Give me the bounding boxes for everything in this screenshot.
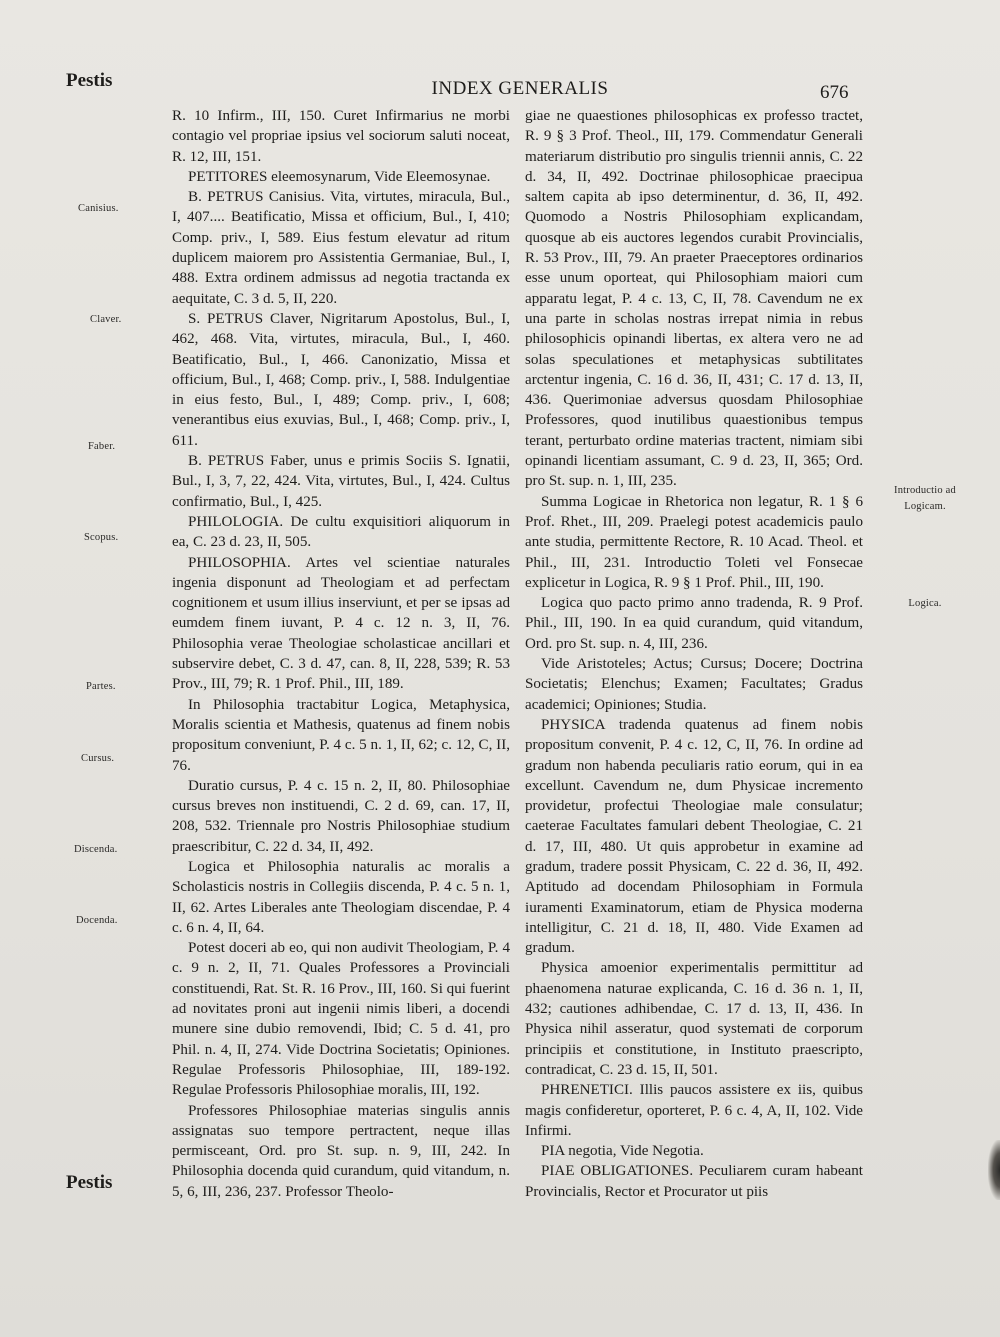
entry-vide-references: Vide Aristoteles; Actus; Cursus; Docere; Doctrina Societatis; Elenchus; Examen; Facultates; Gradus academici; Opiniones; Studia. bbox=[525, 656, 863, 713]
entry-philosophia-discenda: Logica et Philosophia naturalis ac moralis a Scholasticis nostris in Collegiis discenda, P. 4 c. 5 n. 1, II, 62. Artes Liberales ante Theologiam discendae, P. 4 c. 6 n. 4, II, 64. bbox=[172, 858, 510, 936]
entry-pia-negotia: PIA negotia, Vide Negotia. bbox=[541, 1143, 704, 1160]
entry-summa-logicae: Summa Logicae in Rhetorica non legatur, R. 1 § 6 Prof. Rhet., III, 209. Praelegi potest academicis paulo ante studia, permittente Rectore, R. 10 Acad. Theol. et Phil., III, 231. Introductio Toleti vel Fonsecae explicetur in Logica, R. 9 § 1 Prof. Phil., III, 190. bbox=[525, 493, 863, 591]
entry-petrus-canisius: B. PETRUS Canisius. Vita, virtutes, miracula, Bul., I, 407.... Beatificatio, Missa et officium, Bul., I, 410; Comp. priv., I, 589. Eius festum elevatur ad ritum duplicem maiorem pro Assistentia Germaniae, Bul., I, 488. Extra ordinem admissus ad negotia tractanda ex aequitate, C. 3 d. 5, II, 220. bbox=[172, 189, 510, 307]
entry-philosophia: PHILOSOPHIA. Artes vel scientiae naturales ingenia disponunt ad Theologiam et ad perfectam cognitionem et usum illius inserviunt, et per se ipsas ad eumdem finem iuvant, P. 4 c. 12 n. 3, II, 76. Philosophia verae Theologiae scholasticae ancillari et subservire debet, C. 3 d. 47, can. 8, II, 228, 539; R. 53 Prov., III, 79; R. 1 Prof. Phil., III, 189. bbox=[172, 554, 510, 693]
entry-continuation: R. 10 Infirm., III, 150. Curet Infirmarius ne morbi contagio vel propriae ipsius vel sociorum saluti noceat, R. 12, III, 151. bbox=[172, 108, 510, 165]
page-title: INDEX GENERALIS bbox=[431, 78, 609, 99]
entry-philosophia-partes: In Philosophia tractabitur Logica, Metaphysica, Moralis scientia et Mathesis, quatenus ad finem nobis propositum conveniunt, P. 4 c. 5 n. 1, II, 62; c. 12, C, II, 76. bbox=[172, 696, 510, 774]
entry-piae-obligationes: PIAE OBLIGATIONES. Peculiarem curam habeant Provincialis, Rector et Procurator ut piis bbox=[525, 1163, 863, 1200]
margin-note-cursus: Cursus. bbox=[81, 753, 115, 764]
left-column bbox=[172, 106, 510, 1202]
margin-note-canisius: Canisius. bbox=[78, 203, 119, 214]
running-head-top: Pestis bbox=[66, 70, 113, 91]
margin-note-discenda: Discenda. bbox=[74, 844, 118, 855]
right-column bbox=[525, 106, 863, 1202]
margin-note-logica: Logica. bbox=[908, 598, 942, 609]
margin-note-partes: Partes. bbox=[86, 681, 116, 692]
running-head-bottom: Pestis bbox=[66, 1172, 113, 1193]
margin-note-docenda: Docenda. bbox=[76, 915, 118, 926]
entry-petitores: PETITORES eleemosynarum, Vide Eleemosynae. bbox=[188, 168, 491, 185]
entry-physica-experimentalis: Physica amoenior experimentalis permittitur ad phaenomena naturae explicanda, C. 16 d. 36 n. 1, II, 432; cautiones adhibendae, C. 17 d. 13, II, 436. In Physica nihil asseratur, quod systemati de corporum principiis et constitutione, in Instituto praescripto, contradicat, C. 23 d. 15, II, 501. bbox=[525, 960, 863, 1078]
entry-phrenetici: PHRENETICI. Illis paucos assistere ex iis, quibus magis confideretur, oporteret, P. 6 c. 4, A, II, 102. Vide Infirmi. bbox=[525, 1082, 863, 1139]
margin-note-scopus: Scopus. bbox=[84, 532, 119, 543]
entry-philologia: PHILOLOGIA. De cultu exquisitiori aliquorum in ea, C. 23 d. 23, II, 505. bbox=[172, 513, 510, 551]
margin-note-introductio: Introductio ad Logicam. bbox=[894, 485, 956, 512]
page-number: 676 bbox=[820, 82, 849, 103]
entry-philosophia-docenda: Potest doceri ab eo, qui non audivit Theologiam, P. 4 c. 9 n. 2, II, 71. Quales Professores a Provinciali constituendi, Rat. St. R. 16 Prov., III, 160. Si qui fuerint ad novitates proni aut ingenii nimis liberi, a docendi munere sine dubio removendi, Ibid; C. 5 d. 41, pro Phil. n. 4, II, 274. Vide Doctrina Societatis; Opiniones. Regulae Professoris Philosophiae, III, 189-192. Regulae Professoris Philosophiae moralis, III, 192. bbox=[172, 940, 510, 1099]
margin-note-claver: Claver. bbox=[90, 314, 122, 325]
entry-continuation-right: giae ne quaestiones philosophicas ex professo tractet, R. 9 § 3 Prof. Theol., III, 179. Commendatur Generali materiarum distributio pro singulis triennii annis, C. 22 d. 34, II, 492. Doctrinae philosophicae praecipua saltem capita ab ipso determinentur, d. 36, II, 492. Quomodo a Nostris Philosophiam explicandam, quosque ab eis auctores legendos curabit Provincialis, R. 53 Prov., III, 79. An praeter Praeceptores ordinarios esse unum oporteat, qui Philosophiam maiori cum apparatu legat, P. 4 c. 13, C, II, 78. Cavendum ne ex una parte in scholas nostras irrepat nimia in rebus philosophicis opinandi libertas, ex altera vero ne ad solas speculationes et metaphysicas subtilitates arctentur ingenia, C. 16 d. 36, II, 431; C. 17 d. 13, II, 436. Querimoniae adversus quosdam Philosophiae Professores, quod inutilibus quaestionibus tempus terant, perturbato ordine materias tractent, nimiam sibi opinandi licentiam assumant, C. 9 d. 23, II, 365; Ord. pro St. sup. n. 1, III, 235. bbox=[525, 108, 863, 490]
entry-petrus-faber: B. PETRUS Faber, unus e primis Sociis S. Ignatii, Bul., I, 3, 7, 22, 424. Vita, virtutes, Bul., I, 424. Cultus confirmatio, Bul., I, 425. bbox=[172, 453, 510, 510]
entry-physica: PHYSICA tradenda quatenus ad finem nobis propositum convenit, P. 4 c. 12, C, II, 76. In ordine ad gradum non habenda peculiaris ratio eorum, qui in ea excellunt. Cavendum ne, dum Physicae incremento providetur, profectui Theologiae male consulatur; caeterae Facultates famulari debent Theologiae, C. 21 d. 17, III, 480. Ut quis approbetur in examine ad gradum, tradere possit Physicam, C. 22 d. 36, II, 492. Aptitudo ad docendam Philosophiam in Formula iuramenti Examinatorum, etiam de Physica moderna intelligitur, C. 21 d. 18, II, 480. Vide Examen ad gradum. bbox=[525, 716, 863, 957]
edge-smudge bbox=[988, 1140, 1000, 1200]
entry-philosophia-cursus: Duratio cursus, P. 4 c. 15 n. 2, II, 80. Philosophiae cursus breves non instituendi, C. 2 d. 69, can. 17, II, 208, 532. Triennale pro Nostris Philosophiae studium praescribitur, C. 22 d. 34, II, 492. bbox=[172, 777, 510, 855]
margin-note-faber: Faber. bbox=[88, 441, 116, 452]
entry-philosophia-professores: Professores Philosophiae materias singulis annis assignatas suo tempore pertractent, neque illas permisceant, Ord. pro St. sup. n. 9, III, 242. In Philosophia docenda quid curandum, quid vitandum, n. 5, 6, III, 236, 237. Professor Theolo- bbox=[172, 1102, 510, 1200]
entry-petrus-claver: S. PETRUS Claver, Nigritarum Apostolus, Bul., I, 462, 468. Vita, virtutes, miracula, Bul., I, 460. Beatificatio, Bul., I, 466. Canonizatio, Missa et officium, Bul., I, 468; Comp. priv., I, 588. Indulgentiae in eius festo, Bul., I, 489; Comp. priv., I, 608; venerantibus eius exuvias, Bul., I, 468; Comp. priv., I, 611. bbox=[172, 310, 510, 449]
entry-logica: Logica quo pacto primo anno tradenda, R. 9 Prof. Phil., III, 190. In ea quid curandum, quid vitandum, Ord. pro St. sup. n. 4, III, 236. bbox=[525, 595, 863, 652]
